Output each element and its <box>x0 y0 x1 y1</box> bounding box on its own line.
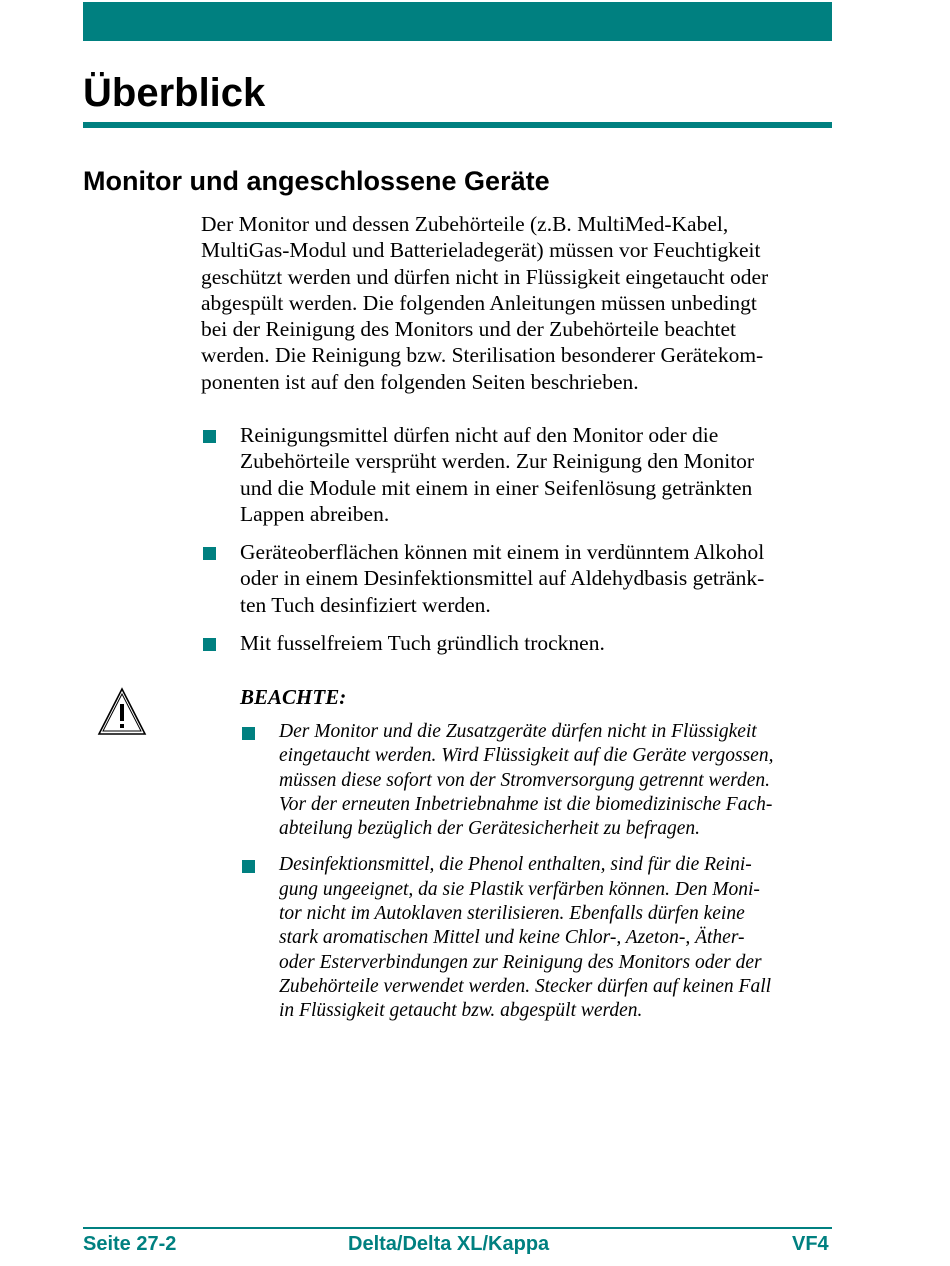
title-underline <box>83 122 832 128</box>
warning-triangle-icon <box>97 687 147 737</box>
list-item-line: abteilung bezüglich der Gerätesicherheit zu befragen. <box>279 818 700 840</box>
intro-line: ponenten ist auf den folgenden Seiten beschrieben. <box>201 369 639 394</box>
square-bullet-icon <box>203 430 216 443</box>
footer-product-name: Delta/Delta XL/Kappa <box>348 1233 550 1255</box>
section-heading: Monitor und angeschlossene Geräte <box>83 166 550 196</box>
list-item-line: Der Monitor und die Zusatzgeräte dürfen nicht in Flüssigkeit <box>279 721 757 742</box>
list-item-line: tor nicht im Autoklaven sterilisieren. Ebenfalls dürfen keine <box>279 903 745 925</box>
list-item-line: müssen diese sofort von der Stromversorgung getrennt werden. <box>279 769 771 791</box>
note-label: BEACHTE: <box>240 685 347 709</box>
list-item <box>242 720 842 841</box>
list-item-line: und die Module mit einem in einer Seifenlösung getränkten <box>240 475 753 500</box>
list-item-line: Zubehörteile verwendet werden. Stecker dürfen auf keinen Fall <box>279 975 772 997</box>
footer-page-number: Seite 27-2 <box>83 1233 177 1255</box>
footer-rule <box>83 1227 832 1229</box>
cleaning-instructions-list <box>203 422 843 668</box>
list-item-line: oder in einem Desinfektionsmittel auf Aldehydbasis getränk- <box>240 566 765 591</box>
list-item <box>203 422 843 527</box>
list-item-line: gung ungeeignet, da sie Plastik verfärben können. Den Moni- <box>279 878 760 900</box>
page-title: Überblick <box>83 71 266 115</box>
list-item-line: Mit fusselfreiem Tuch gründlich trocknen. <box>240 631 605 656</box>
square-bullet-icon <box>203 638 216 651</box>
square-bullet-icon <box>242 860 255 873</box>
list-item-line: Vor der erneuten Inbetriebnahme ist die biomedizinische Fach- <box>279 793 773 815</box>
intro-line: geschützt werden und dürfen nicht in Flüssigkeit eingetaucht oder <box>201 264 769 289</box>
list-item-line: Geräteoberflächen können mit einem in verdünntem Alkohol <box>240 540 765 565</box>
list-item-line: Lappen abreiben. <box>240 501 390 526</box>
list-item-line: Desinfektionsmittel, die Phenol enthalten, sind für die Reini- <box>279 854 752 876</box>
header-accent-bar <box>83 2 832 41</box>
list-item-line: Zubehörteile versprüht werden. Zur Reinigung den Monitor <box>240 449 755 474</box>
list-item <box>203 539 843 618</box>
list-item-line: ten Tuch desinfiziert werden. <box>240 592 491 617</box>
list-item-line: in Flüssigkeit getaucht bzw. abgespült werden. <box>279 1000 643 1022</box>
list-item <box>242 853 842 1023</box>
list-item <box>203 630 843 656</box>
list-item-line: stark aromatischen Mittel und keine Chlor-, Azeton-, Äther- <box>279 927 745 949</box>
warning-list <box>242 720 842 1036</box>
square-bullet-icon <box>242 727 255 740</box>
intro-line: werden. Die Reinigung bzw. Sterilisation besonderer Gerätekom- <box>201 343 764 368</box>
intro-line: Der Monitor und dessen Zubehörteile (z.B. MultiMed-Kabel, <box>201 212 729 236</box>
intro-line: MultiGas-Modul und Batterieladegerät) müssen vor Feuchtigkeit <box>201 238 761 263</box>
list-item-line: Reinigungsmittel dürfen nicht auf den Monitor oder die <box>240 423 719 447</box>
intro-paragraph <box>201 211 835 395</box>
square-bullet-icon <box>203 547 216 560</box>
list-item-line: eingetaucht werden. Wird Flüssigkeit auf die Geräte vergossen, <box>279 745 774 767</box>
intro-line: abgespült werden. Die folgenden Anleitungen müssen unbedingt <box>201 290 757 315</box>
footer-version: VF4 <box>792 1233 829 1255</box>
list-item-line: oder Esterverbindungen zur Reinigung des Monitors oder der <box>279 951 762 973</box>
intro-line: bei der Reinigung des Monitors und der Zubehörteile beachtet <box>201 317 736 342</box>
